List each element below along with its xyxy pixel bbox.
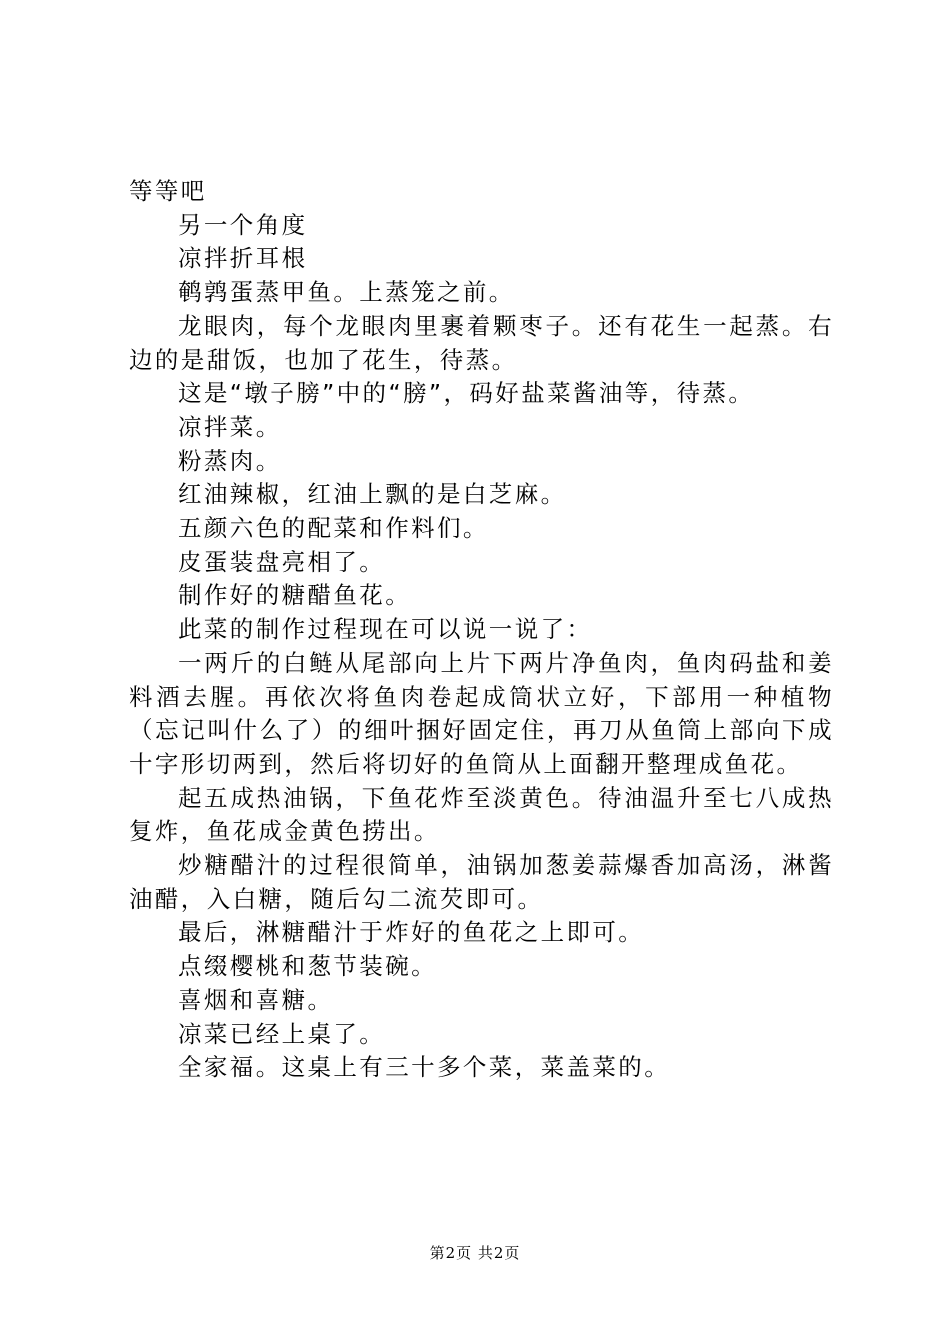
paragraph: 五颜六色的配菜和作料们。 <box>178 514 489 543</box>
paragraph: 凉拌折耳根 <box>178 244 308 273</box>
paragraph: 点缀樱桃和葱节装碗。 <box>178 952 437 981</box>
paragraph: 这是“墩子膀”中的“膀”，码好盐菜酱油等，待蒸。 <box>178 379 755 408</box>
paragraph: 制作好的糖醋鱼花。 <box>178 581 412 610</box>
paragraph: 另一个角度 <box>178 210 308 239</box>
paragraph: 此菜的制作过程现在可以说一说了： <box>178 615 593 644</box>
paragraph: 等等吧 <box>129 177 207 205</box>
paragraph: 最后，淋糖醋汁于炸好的鱼花之上即可。 <box>178 918 645 947</box>
paragraph: 起五成热油锅，下鱼花炸至淡黄色。待油温升至七八成热复炸，鱼花成金黄色捞出。 <box>129 783 834 846</box>
paragraph: 喜烟和喜糖。 <box>178 985 334 1014</box>
paragraph: 炒糖醋汁的过程很简单，油锅加葱姜蒜爆香加高汤，淋酱油醋，入白糖，随后勾二流芡即可。 <box>129 851 834 913</box>
document-body <box>129 175 834 1085</box>
paragraph: 鹌鹑蛋蒸甲鱼。上蒸笼之前。 <box>178 278 515 307</box>
paragraph: 龙眼肉，每个龙眼肉里裹着颗枣子。还有花生一起蒸。右边的是甜饭，也加了花生，待蒸。 <box>129 311 834 374</box>
paragraph: 一两斤的白鲢从尾部向上片下两片净鱼肉，鱼肉码盐和姜料酒去腥。再依次将鱼肉卷起成筒状立好，下部用一种植物（忘记叫什么了）的细叶捆好固定住，再刀从鱼筒上部向下成十字形切两到，然后将切好的鱼筒从上面翻开整理成鱼花。 <box>129 648 834 778</box>
paragraph: 全家福。这桌上有三十多个菜，菜盖菜的。 <box>178 1053 671 1082</box>
paragraph: 皮蛋装盘亮相了。 <box>178 547 386 576</box>
paragraph: 凉菜已经上桌了。 <box>178 1019 386 1048</box>
page-footer: 第2页 共2页 <box>429 1244 521 1262</box>
paragraph: 红油辣椒，红油上飘的是白芝麻。 <box>178 480 567 509</box>
paragraph: 凉拌菜。 <box>178 412 282 441</box>
paragraph: 粉蒸肉。 <box>178 446 282 475</box>
